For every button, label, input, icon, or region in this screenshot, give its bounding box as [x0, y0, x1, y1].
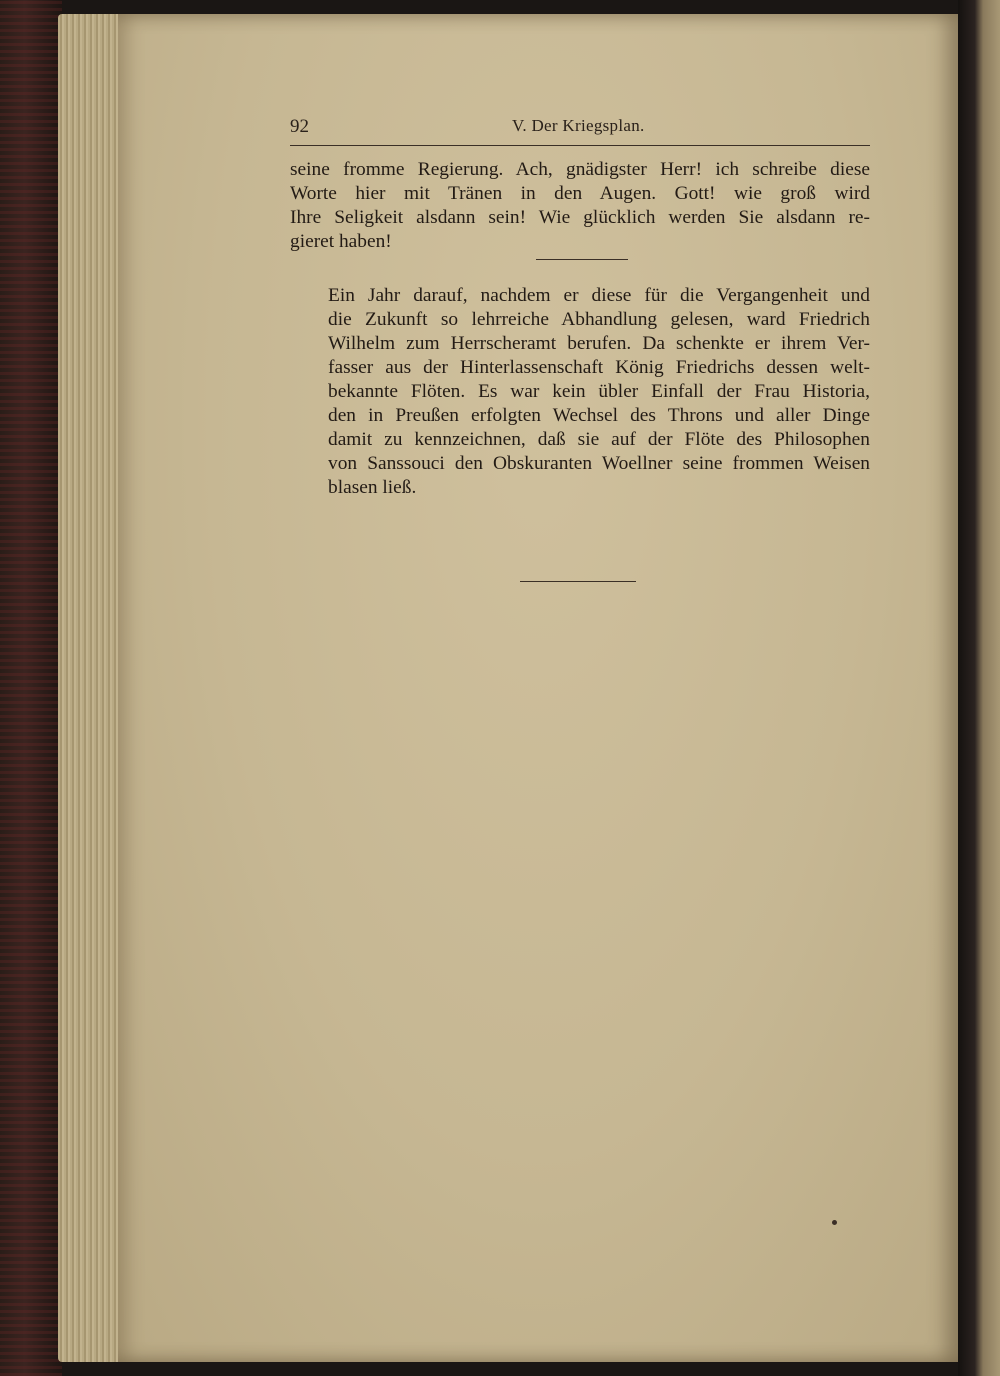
text-line: seine fromme Regierung. Ach, gnädigster Herr! ich schreibe diese — [290, 159, 870, 180]
text-line: von Sanssouci den Obskuranten Woellner seine frommen Weisen — [328, 453, 870, 474]
text-line: Wilhelm zum Herrscheramt berufen. Da schenkte er ihrem Ver- — [328, 333, 870, 354]
running-head: V. Der Kriegsplan. — [512, 116, 645, 135]
text-line: den in Preußen erfolgten Wechsel des Throns und aller Dinge — [328, 405, 870, 426]
gutter-shadow — [958, 0, 1000, 1376]
text-line: die Zukunft so lehrreiche Abhandlung gelesen, ward Friedrich — [328, 309, 870, 330]
paragraph-1 — [290, 158, 870, 254]
paper-speck — [832, 1220, 837, 1225]
book-binding — [0, 0, 62, 1376]
header-rule — [290, 145, 870, 146]
page-header — [290, 116, 870, 146]
text-line: Worte hier mit Tränen in den Augen. Gott! wie groß wird — [290, 183, 870, 204]
page-stack-edge — [58, 14, 124, 1362]
text-line: blasen ließ. — [328, 477, 417, 498]
text-line: Ihre Seligkeit alsdann sein! Wie glücklich werden Sie alsdann re- — [290, 207, 870, 228]
chapter-end-rule — [520, 581, 636, 582]
paragraph-2 — [290, 284, 870, 500]
text-line: fasser aus der Hinterlassenschaft König Friedrichs dessen welt- — [328, 357, 870, 378]
text-line: damit zu kennzeichnen, daß sie auf der Flöte des Philosophen — [328, 429, 870, 450]
section-divider — [536, 259, 628, 260]
text-line: gieret haben! — [290, 231, 392, 252]
page-number: 92 — [290, 116, 309, 137]
text-line: bekannte Flöten. Es war kein übler Einfall der Frau Historia, — [328, 381, 870, 402]
text-line: Ein Jahr darauf, nachdem er diese für die Vergangenheit und — [328, 285, 870, 306]
